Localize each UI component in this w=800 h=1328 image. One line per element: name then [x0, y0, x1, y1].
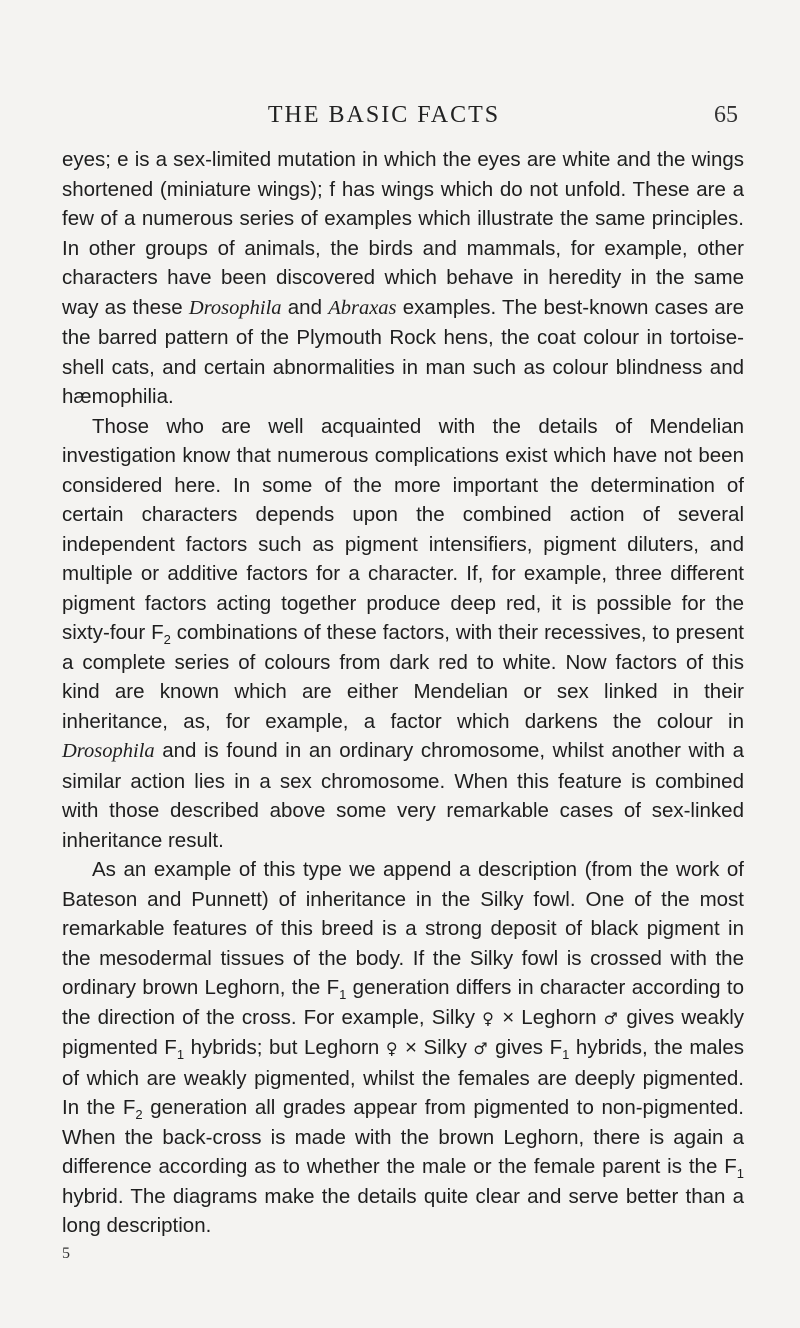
paragraph-1 [62, 145, 744, 412]
text-run: hybrid. The diagrams make the details quite clear and serve better than a long description. [62, 1184, 744, 1237]
text-run: gives F [488, 1036, 563, 1059]
female-symbol: ♀ [482, 1008, 496, 1028]
male-symbol: ♂ [473, 1039, 489, 1058]
text-run: and is found in an ordinary chromosome, whilst another with a similar action lies in a sex chromosome. When this feature is combined with those described above some very remarkable cases of sex-linked inheritance result. [62, 739, 744, 852]
page-number: 65 [714, 102, 738, 128]
running-title: THE BASIC FACTS [267, 102, 501, 128]
subscript: 1 [176, 1047, 185, 1063]
subscript: 1 [562, 1047, 570, 1063]
subscript: 1 [339, 987, 347, 1003]
body-text [62, 145, 744, 1241]
paragraph-3 [62, 855, 744, 1241]
paragraph-2 [62, 412, 744, 856]
signature-mark: 5 [62, 1245, 70, 1262]
text-run: generation all grades appear from pigmented to non-pigmented. When the back-cross is made with the brown Leghorn, there is again a difference according as to whether the male or the female parent is the F [62, 1096, 744, 1178]
text-run: hybrids, the males of which are weakly pigmented, whilst the females are deeply pigmented. In the F [62, 1036, 745, 1119]
text-run: generation differs in character according to the direction of the cross. For example, Silky [62, 976, 744, 1029]
subscript: 2 [135, 1107, 143, 1123]
text-run: × Silky [398, 1036, 474, 1059]
running-header [0, 102, 800, 142]
italic-term: Abraxas [328, 296, 397, 319]
italic-term: Drosophila [62, 740, 155, 762]
text-run: and [281, 295, 329, 319]
text-run: eyes; e is a sex-limited mutation in which the eyes are white and the wings shortened (miniature wings); f has wings which do not unfold. These are a few of a numerous series of examples which illustrate the same principles. In other groups of animals, the birds and mammals, for example, other characters have been discovered which behave in heredity in the same way as these [62, 148, 744, 319]
subscript: 2 [163, 632, 171, 648]
text-run: × Leghorn [495, 1005, 604, 1029]
italic-term: Drosophila [188, 296, 282, 319]
text-run: hybrids; but Leghorn [184, 1036, 386, 1059]
male-symbol: ♂ [603, 1008, 620, 1028]
female-symbol: ♀ [385, 1039, 399, 1058]
subscript: 1 [736, 1166, 744, 1182]
text-run: combinations of these factors, with their recessives, to present a complete series of colours from dark red to white. Now factors of this kind are known which are either Mendelian or sex linked in their inheritance, as, for example, a factor which darkens the colour in [62, 621, 744, 733]
text-run: Those who are well acquainted with the details of Mendelian investigation know that numerous complications exist which have not been considered here. In some of the more important the determination of certain characters depends upon the combined action of several independent factors such as pigment intensifiers, pigment diluters, and multiple or additive factors for a character. If, for example, three different pigment factors acting together produce deep red, it is possible for the sixty-four F [62, 414, 744, 644]
text-run: As an example of this type we append a description (from the work of Bateson and Punnett) of inheritance in the Silky fowl. One of the most remarkable features of this breed is a strong deposit of black pigment in the mesodermal tissues of the body. If the Silky fowl is crossed with the ordinary brown Leghorn, the F [62, 858, 744, 999]
text-run: examples. The best-known cases are the barred pattern of the Plymouth Rock hens, the coat colour in tortoise-shell cats, and certain abnormalities in man such as colour blindness and hæmophilia. [62, 295, 744, 408]
text-run: gives weakly pigmented F [62, 1005, 745, 1059]
